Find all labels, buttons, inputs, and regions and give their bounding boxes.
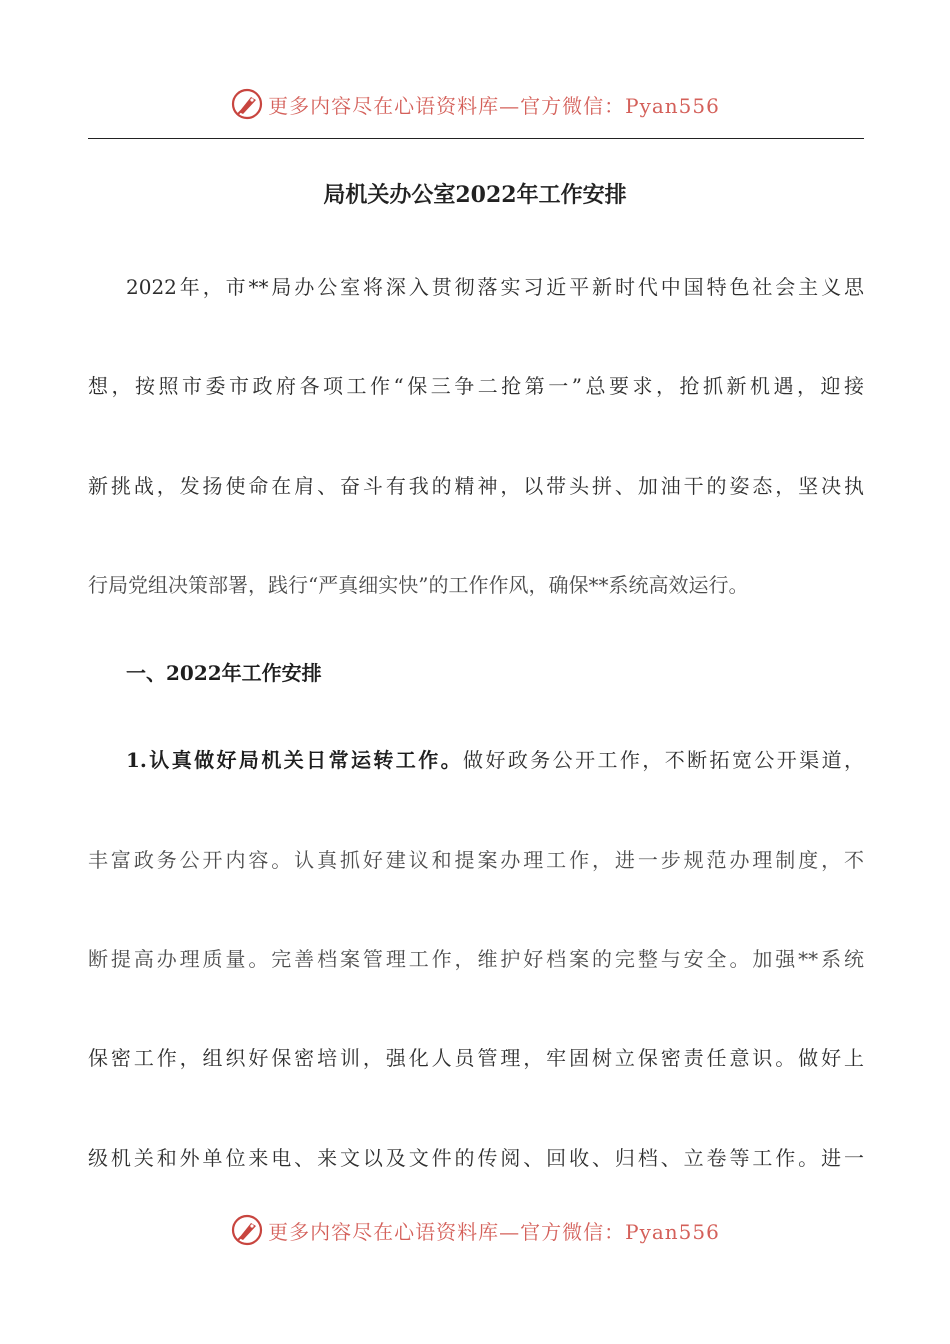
item-first-line-rest: 做好政务公开工作，不断拓宽公开渠道， <box>463 748 864 772</box>
document-title: 局机关办公室2022年工作安排 <box>323 182 627 208</box>
intro-line: 想，按照市委市政府各项工作“保三争二抢第一”总要求，抢抓新机遇，迎接 <box>88 374 864 398</box>
item-line: 保密工作，组织好保密培训，强化人员管理，牢固树立保密责任意识。做好上 <box>88 1046 864 1070</box>
item-first-line <box>126 745 864 775</box>
item-lead: 1.认真做好局机关日常运转工作。 <box>126 748 464 772</box>
watermark-banner-top <box>0 84 950 124</box>
section-heading: 一、2022年工作安排 <box>126 661 322 685</box>
pen-nib-logo-icon <box>230 87 264 121</box>
watermark-text: 更多内容尽在心语资料库—官方微信：Pyan556 <box>268 93 720 118</box>
item-line: 断提高办理质量。完善档案管理工作，维护好档案的完整与安全。加强**系统 <box>88 947 864 971</box>
item-line: 级机关和外单位来电、来文以及文件的传阅、回收、归档、立卷等工作。进一 <box>88 1146 864 1170</box>
header-rule <box>88 138 864 139</box>
pen-nib-logo-icon <box>230 1213 264 1247</box>
watermark-text: 更多内容尽在心语资料库—官方微信：Pyan556 <box>268 1219 720 1244</box>
watermark-banner-bottom <box>0 1210 950 1250</box>
intro-line: 行局党组决策部署，践行“严真细实快”的工作作风，确保**系统高效运行。 <box>88 573 749 597</box>
item-line: 丰富政务公开内容。认真抓好建议和提案办理工作，进一步规范办理制度，不 <box>88 848 864 872</box>
intro-line: 2022年，市**局办公室将深入贯彻落实习近平新时代中国特色社会主义思 <box>126 275 864 299</box>
intro-line: 新挑战，发扬使命在肩、奋斗有我的精神，以带头拼、加油干的姿态，坚决执 <box>88 474 864 498</box>
